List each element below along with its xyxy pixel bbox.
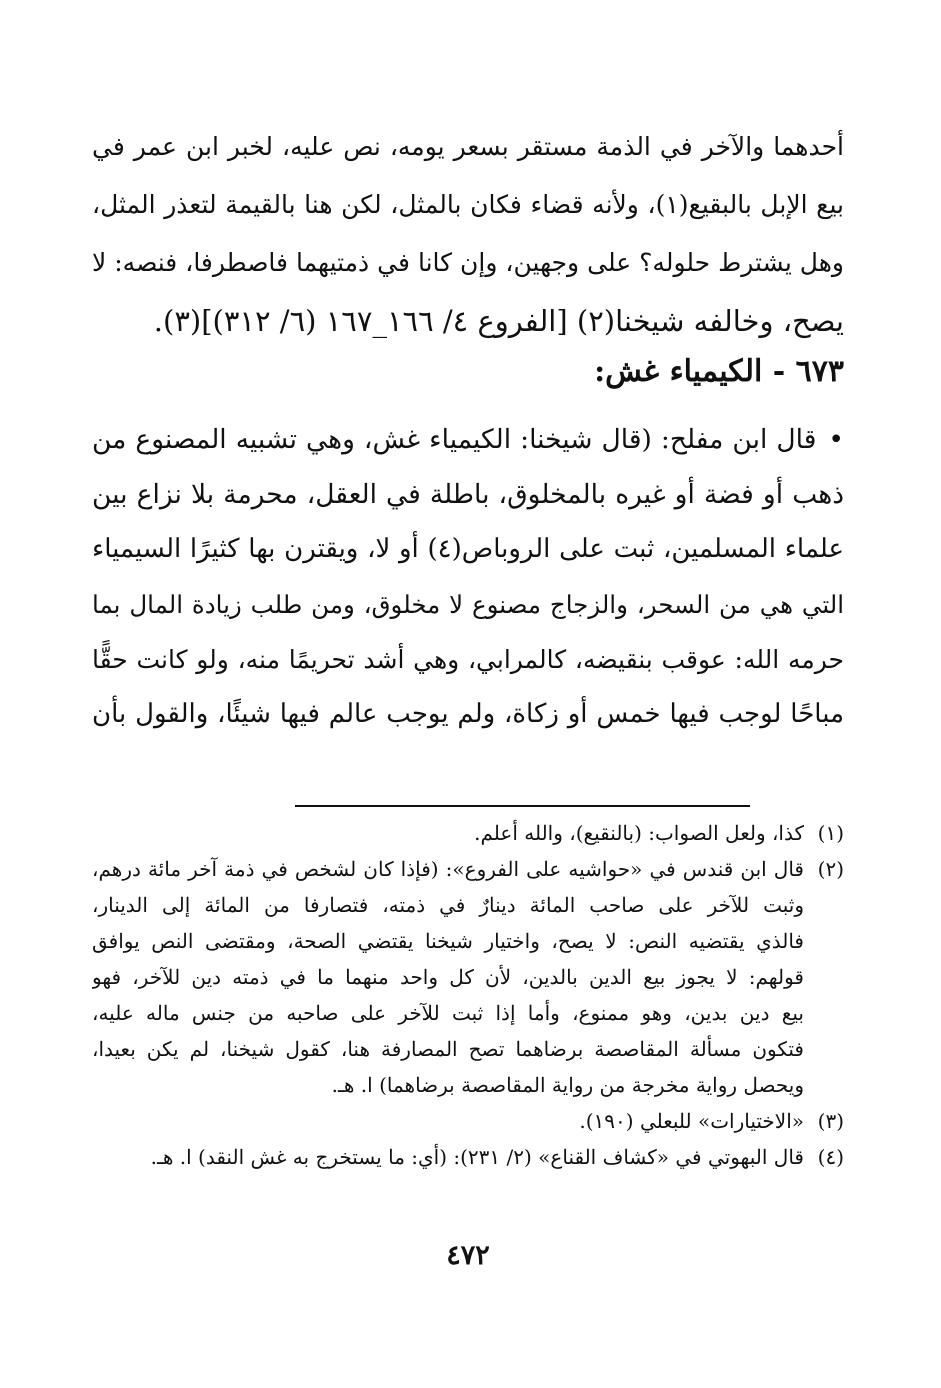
paragraph-1 [92,118,844,350]
footnote-line: قولهم: لا يجوز بيع الدين بالدين، لأن كل واحد منهما ما في ذمته دين للآخر، فهو [92,965,804,989]
footnote-number: (٤) [817,1145,844,1169]
text-line: مباحًا لوجب فيها خمس أو زكاة، ولم يوجب عالم فيها شيئًا، والقول بأن [92,699,844,729]
footnote-separator [295,805,750,807]
footnote-line: فتكون مسألة المقاصصة برضاهما تصح المصارفة هنا، كقول شيخنا، لم يكن بعيدا، [92,1037,804,1061]
section-heading: ٦٧٣ - الكيمياء غش: [594,354,844,389]
footnote-number: (٣) [817,1109,844,1133]
page-number: ٤٧٢ [446,1240,490,1271]
text-line: علماء المسلمين، ثبت على الروباص(٤) أو لا، ويقترن بها كثيرًا السيمياء [92,534,844,564]
footnote-line: قال البهوتي في «كشاف القناع» (٢/ ٢٣١): (أي: ما يستخرج به غش النقد) ا. هـ. [150,1145,804,1169]
text-line: حرمه الله: عوقب بنقيضه، كالمرابي، وهي أشد تحريمًا منه، ولو كانت حقًّا [92,645,844,674]
text-line: بيع الإبل بالبقيع(١)، ولأنه قضاء فكان بالمثل، لكن هنا بالقيمة لتعذر المثل، [92,190,844,219]
text-line: التي هي من السحر، والزجاج مصنوع لا مخلوق، ومن طلب زيادة المال بما [92,590,844,619]
footnote [92,1139,844,1175]
footnote-text [92,815,804,851]
footnote-text [92,1139,804,1175]
text-line-content: قال ابن مفلح: (قال شيخنا: الكيمياء غش، وهي تشبيه المصنوع من [92,424,817,455]
footnote-number: (٢) [817,857,844,881]
footnote-line: كذا، ولعل الصواب: (بالنقيع)، والله أعلم. [474,821,804,845]
footnote-line: بيع دين بدين، وهو ممنوع، وأما إذا ثبت للآخر على صاحبه من جنس ماله عليه، [92,1001,804,1025]
footnote-line: ويحصل رواية مخرجة من رواية المقاصصة برضاهما) ا. هـ. [331,1073,804,1097]
footnote-line: وثبت للآخر على صاحب المائة دينارٌ في ذمته، فتصارفا من المائة إلى الدينار، [92,893,804,917]
footnote-line: قال ابن قندس في «حواشيه على الفروع»: (فإذا كان لشخص في ذمة آخر مائة درهم، [92,857,804,881]
footnote-number: (١) [817,821,844,845]
footnote [92,851,844,1103]
paragraph-2 [92,412,844,742]
footnote-text [92,851,804,1103]
footnote [92,1103,844,1139]
footnote-text [92,1103,804,1139]
bullet-icon: • [828,424,844,455]
text-line: ذهب أو فضة أو غيره بالمخلوق، باطلة في العقل، محرمة بلا نزاع بين [92,479,844,510]
footnote [92,815,844,851]
text-line: وهل يشترط حلوله؟ على وجهين، وإن كانا في ذمتيهما فاصطرفا، فنصه: لا [92,248,844,277]
text-line: أحدهما والآخر في الذمة مستقر بسعر يومه، نص عليه، لخبر ابن عمر في [92,132,844,161]
footnote-line: «الاختيارات» للبعلي (١٩٠). [579,1109,804,1133]
text-line [92,412,844,467]
footnotes [92,815,844,1175]
footnote-line: فالذي يقتضيه النص: لا يصح، واختيار شيخنا يقتضي الصحة، ومقتضى النص يوافق [92,929,804,953]
text-line: يصح، وخالفه شيخنا(٢) [الفروع ٤/ ١٦٦_١٦٧ (٦/ ٣١٢)](٣). [153,304,844,338]
